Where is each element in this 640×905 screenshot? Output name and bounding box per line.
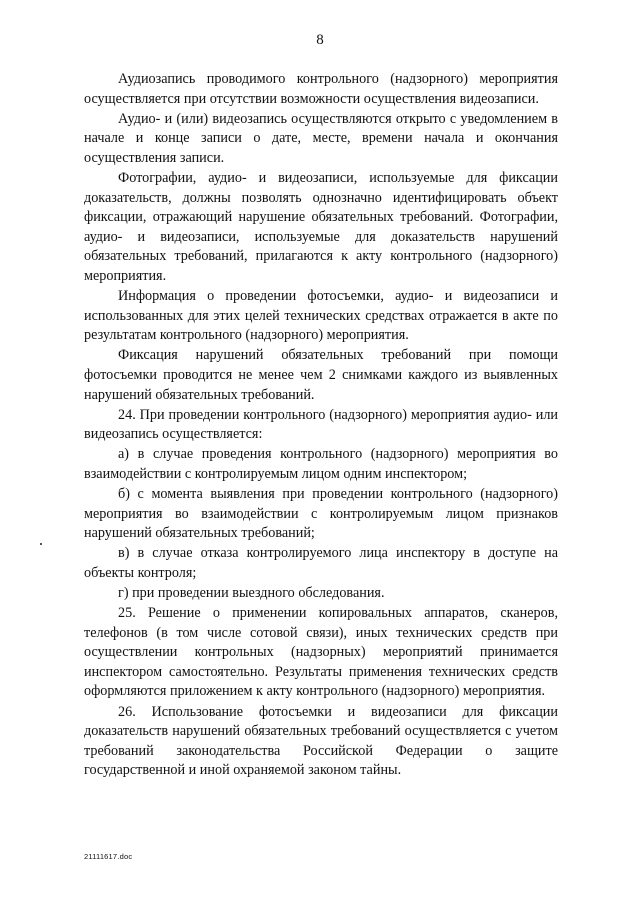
- paragraph-item-26: 26. Использование фотосъемки и видеозаписи для фиксации доказательств нарушений обязательных требований осуществляется с учетом требований законодательства Российской Федерации о защите государственной и иной охраняемой законом тайны.: [84, 703, 558, 779]
- paragraph-photo-evidence: Фотографии, аудио- и видеозаписи, используемые для фиксации доказательств, должны позволять однозначно идентифицировать объект фиксации, отражающий нарушение обязательных требований. Фотографии, аудио- и видеозаписи, используемые для доказательств нарушений обязательных требований, прилагаются к акту контрольного (надзорного) мероприятия.: [84, 169, 558, 284]
- paragraph-item-25: 25. Решение о применении копировальных аппаратов, сканеров, телефонов (в том числе сотовой связи), иных технических средств при осуществлении контрольных (надзорных) мероприятий принимается инспектором самостоятельно. Результаты применения технических средств оформляются приложением к акту контрольного (надзорного) мероприятия.: [84, 605, 558, 700]
- paragraph-audio-recording: Аудиозапись проводимого контрольного (надзорного) мероприятия осуществляется при отсутствии возможности осуществления видеозаписи.: [84, 71, 558, 107]
- scan-speck: [40, 543, 42, 545]
- document-body: [84, 70, 558, 781]
- page-number: 8: [316, 32, 324, 48]
- paragraph-info-in-act: Информация о проведении фотосъемки, аудио- и видеозаписи и использованных для этих целей технических средствах отражается в акте по результатам контрольного (надзорного) мероприятия.: [84, 288, 558, 344]
- paragraph-item-24-g: г) при проведении выездного обследования.: [118, 584, 385, 601]
- paragraph-photo-fixation: Фиксация нарушений обязательных требований при помощи фотосъемки проводится не менее чем 2 снимками каждого из выявленных нарушений обязательных требований.: [84, 347, 558, 403]
- paragraph-item-24-a: а) в случае проведения контрольного (надзорного) мероприятия во взаимодействии с контролируемым лицом одним инспектором;: [84, 446, 558, 482]
- paragraph-item-24: 24. При проведении контрольного (надзорного) мероприятия аудио- или видеозапись осуществляется:: [84, 406, 558, 443]
- paragraph-item-24-b: б) с момента выявления при проведении контрольного (надзорного) мероприятия во взаимодействии с контролируемым лицом признаков нарушений обязательных требований;: [84, 485, 558, 542]
- paragraph-recording-openly: Аудио- и (или) видеозапись осуществляются открыто с уведомлением в начале и конце записи о дате, месте, времени начала и окончания осуществления записи.: [84, 110, 558, 166]
- footer-file-code: 21111617.doc: [84, 852, 133, 861]
- paragraph-item-24-v: в) в случае отказа контролируемого лица инспектору в доступе на объекты контроля;: [84, 545, 558, 581]
